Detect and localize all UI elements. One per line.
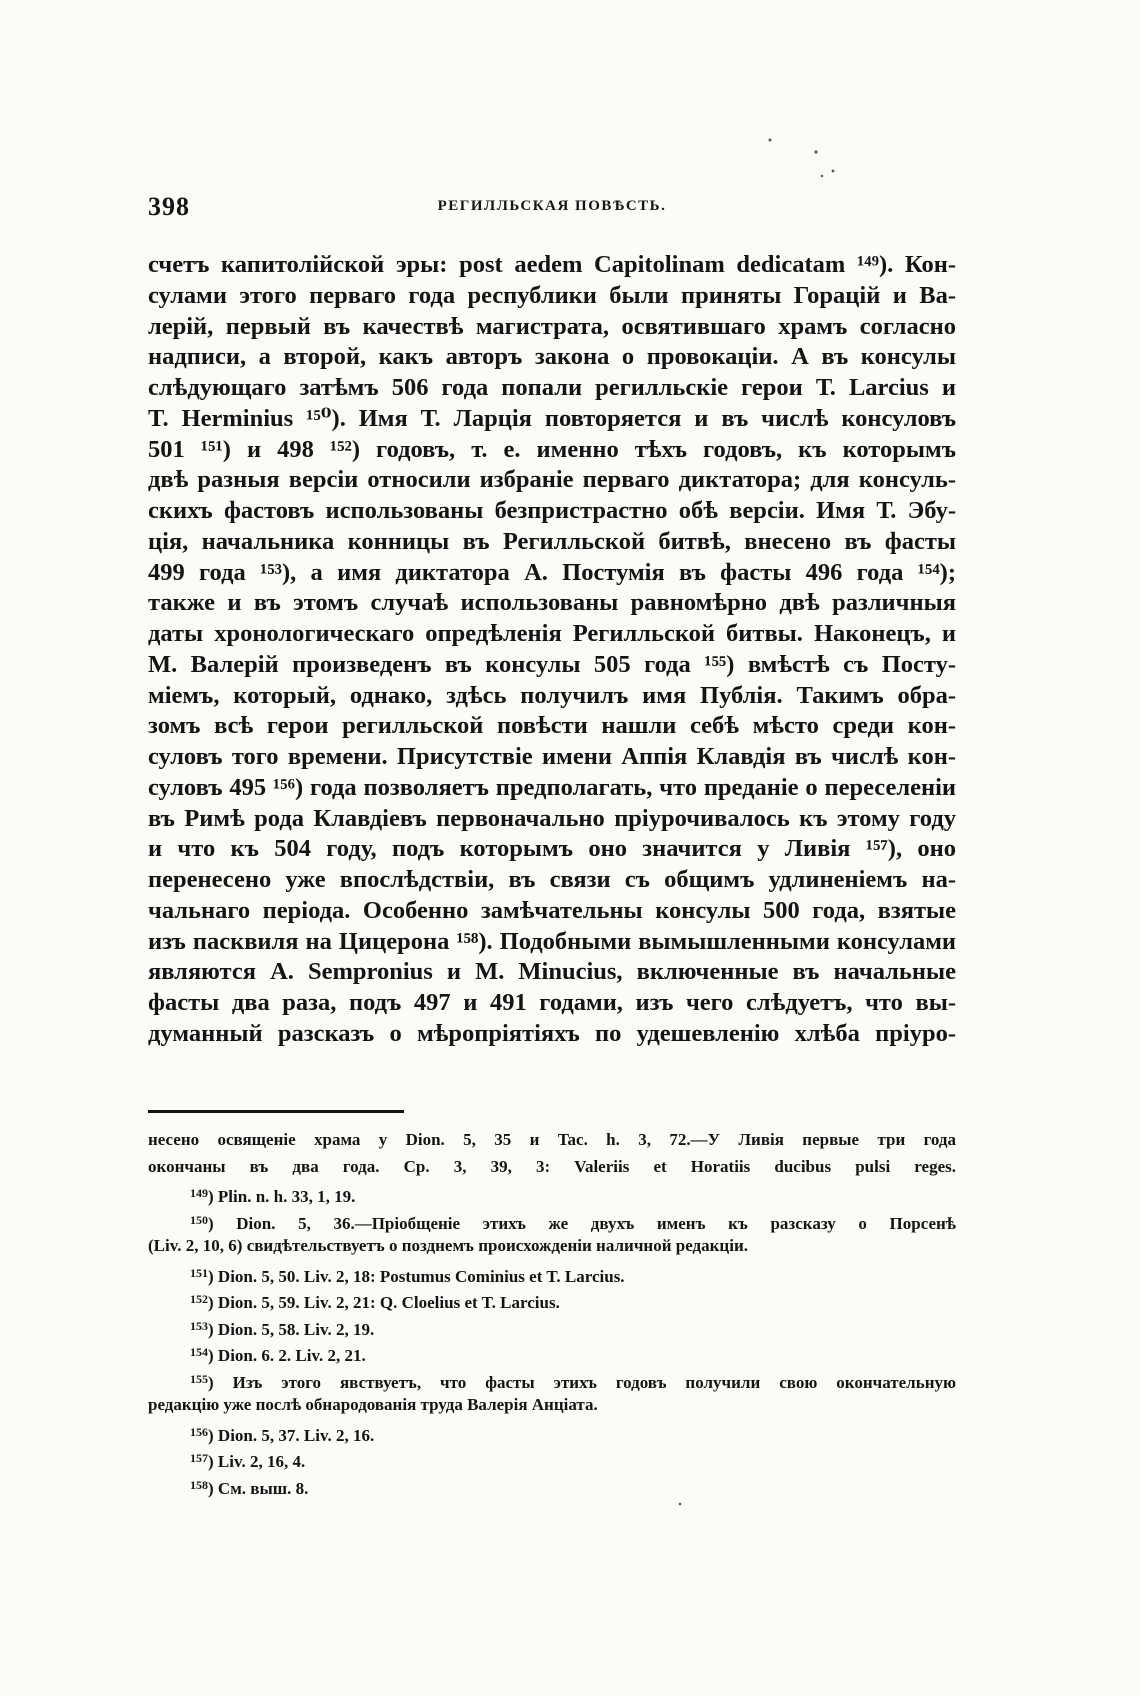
footnote bbox=[148, 1366, 956, 1393]
text-line: 501 ¹⁵¹) и 498 ¹⁵²) годовъ, т. е. именно тѣхъ годовъ, къ которымъ bbox=[148, 435, 956, 463]
footnote-paren: ) bbox=[208, 1452, 218, 1471]
footnote bbox=[148, 1339, 956, 1366]
text-line: лерій, первый въ качествѣ магистрата, освятившаго храмъ согласно bbox=[148, 312, 956, 340]
text-line: зомъ всѣ герои регилльской повѣсти нашли себѣ мѣсто среди кон- bbox=[148, 712, 956, 740]
footnote-number: 156 bbox=[190, 1424, 208, 1439]
text-line: и что къ 504 году, подъ которымъ оно значится у Ливія ¹⁵⁷), оно bbox=[148, 835, 956, 863]
footnote-number: 151 bbox=[190, 1265, 208, 1280]
text-line: 499 года ¹⁵³), а имя диктатора А. Постумія въ фасты 496 года ¹⁵⁴); bbox=[148, 558, 956, 586]
footnote-line bbox=[148, 1233, 956, 1260]
text-line: надписи, а второй, какъ авторъ закона о провокаціи. А въ консулы bbox=[148, 343, 956, 371]
text-line: также и въ этомъ случаѣ использованы равномѣрно двѣ различныя bbox=[148, 589, 956, 617]
footnote-number: 154 bbox=[190, 1345, 208, 1359]
footnote-number: 158 bbox=[190, 1477, 208, 1492]
main-text bbox=[148, 250, 956, 1050]
text-line: ція, начальника конницы въ Регилльской битвѣ, внесено въ фасты bbox=[148, 527, 956, 555]
footnote bbox=[148, 1180, 956, 1207]
footnote bbox=[148, 1260, 956, 1287]
text-line: въ Римѣ рода Клавдіевъ первоначально пріурочивалось къ этому году bbox=[148, 804, 956, 832]
text-line: фасты два раза, подъ 497 и 491 годами, изъ чего слѣдуетъ, что вы- bbox=[148, 989, 956, 1016]
running-title: РЕГИЛЛЬСКАЯ ПОВѢСТЬ. bbox=[437, 198, 667, 214]
text-line: слѣдующаго затѣмъ 506 года попали регилльскіе герои Т. Larcius и bbox=[148, 374, 956, 401]
text-line: суловъ 495 ¹⁵⁶) года позволяетъ предполагать, что преданіе о переселеніи bbox=[148, 773, 956, 801]
footnote-text: Plin. n. h. 33, 1, 19. bbox=[217, 1187, 356, 1206]
footnote-number: 157 bbox=[190, 1451, 208, 1465]
footnote-continuation-line: окончаны въ два года. Ср. 3, 39, 3: Valeriis et Horatiis ducibus pulsi reges. bbox=[148, 1156, 956, 1176]
text-line: изъ пасквиля на Цицерона ¹⁵⁸). Подобными вымышленными консулами bbox=[148, 927, 956, 955]
text-line: T. Herminius ¹⁵⁰). Имя Т. Ларція повторяется и въ числѣ консуловъ bbox=[148, 404, 956, 432]
page-number: 398 bbox=[148, 192, 190, 221]
footnote-paren: ) bbox=[208, 1266, 218, 1286]
footnote bbox=[148, 1472, 956, 1499]
page-header bbox=[148, 192, 956, 222]
footnote-text: редакцію уже послѣ обнародованія труда Валерія Анціата. bbox=[148, 1395, 598, 1414]
footnote-text: (Liv. 2, 10, 6) свидѣтельствуетъ о позднемъ происхожденіи наличной редакціи. bbox=[148, 1236, 748, 1255]
footnote-continuation-line: несено освященіе храма у Dion. 5, 35 и Tac. h. 3, 72.—У Ливія первые три года bbox=[148, 1130, 956, 1149]
footnote-paren: ) bbox=[208, 1293, 218, 1312]
footnote-number: 149 bbox=[190, 1186, 208, 1200]
footnote-text: Dion. 5, 58. Liv. 2, 19. bbox=[217, 1319, 375, 1339]
footnote-text: Dion. 5, 59. Liv. 2, 21: Q. Cloelius et T. Larcius. bbox=[217, 1293, 560, 1312]
footnote-paren: ) bbox=[208, 1425, 218, 1445]
text-line: сулами этого перваго года республики были приняты Горацій и Ва- bbox=[148, 281, 956, 309]
footnote-separator bbox=[148, 1110, 404, 1113]
text-line: М. Валерій произведенъ въ консулы 505 года ¹⁵⁵) вмѣстѣ съ Посту- bbox=[148, 650, 956, 678]
text-line: двѣ разныя версіи относили избраніе перваго диктатора; для консуль- bbox=[148, 466, 956, 494]
footnote-paren: ) bbox=[208, 1213, 237, 1233]
footnote bbox=[148, 1419, 956, 1446]
footnote-text: См. выш. 8. bbox=[217, 1478, 309, 1498]
footnote-text: Изъ этого явствуетъ, что фасты этихъ годовъ получили свою окончательную bbox=[232, 1372, 956, 1392]
text-line: думанный разсказъ о мѣропріятіяхъ по удешевленію хлѣба пріуро- bbox=[148, 1019, 956, 1047]
footnote-paren: ) bbox=[208, 1187, 218, 1206]
footnote-text: Liv. 2, 16, 4. bbox=[217, 1452, 306, 1471]
footnote-text: Dion. 6. 2. Liv. 2, 21. bbox=[217, 1346, 366, 1365]
footnote-number: 150 bbox=[190, 1212, 208, 1227]
footnote bbox=[148, 1445, 956, 1472]
footnote-number: 155 bbox=[190, 1371, 208, 1386]
footnote-paren: ) bbox=[208, 1478, 218, 1498]
text-line: являются А. Sempronius и М. Minucius, включенные въ начальные bbox=[148, 958, 956, 986]
footnote-line bbox=[148, 1392, 956, 1419]
footnote-paren: ) bbox=[208, 1319, 218, 1339]
text-line: счетъ капитолійской эры: post aedem Capitolinam dedicatam ¹⁴⁹). Кон- bbox=[148, 251, 956, 278]
text-line: міемъ, который, однако, здѣсь получилъ имя Публія. Такимъ обра- bbox=[148, 681, 956, 709]
footnotes bbox=[148, 1127, 956, 1498]
footnote-paren: ) bbox=[208, 1372, 233, 1392]
footnote-number: 153 bbox=[190, 1318, 208, 1333]
text-line: даты хронологическаго опредѣленія Регилльской битвы. Наконецъ, и bbox=[148, 620, 956, 647]
text-line: чальнаго періода. Особенно замѣчательны консулы 500 года, взятые bbox=[148, 896, 956, 924]
text-line: скихъ фастовъ использованы безпристрастно обѣ версіи. Имя Т. Эбу- bbox=[148, 497, 956, 524]
footnote-paren: ) bbox=[208, 1346, 218, 1365]
text-line: перенесено уже впослѣдствіи, въ связи съ общимъ удлиненіемъ на- bbox=[148, 866, 956, 893]
footnote-number: 152 bbox=[190, 1292, 208, 1306]
footnote-text: Dion. 5, 50. Liv. 2, 18: Postumus Cominius et T. Larcius. bbox=[217, 1266, 625, 1286]
footnote-text: Dion. 5, 36.—Пріобщеніе этихъ же двухъ именъ къ разсказу о Порсенѣ bbox=[236, 1213, 956, 1233]
footnote bbox=[148, 1207, 956, 1234]
footnote bbox=[148, 1313, 956, 1340]
footnote bbox=[148, 1286, 956, 1313]
text-line: суловъ того времени. Присутствіе имени Аппія Клавдія въ числѣ кон- bbox=[148, 743, 956, 770]
footnote-text: Dion. 5, 37. Liv. 2, 16. bbox=[217, 1425, 375, 1445]
